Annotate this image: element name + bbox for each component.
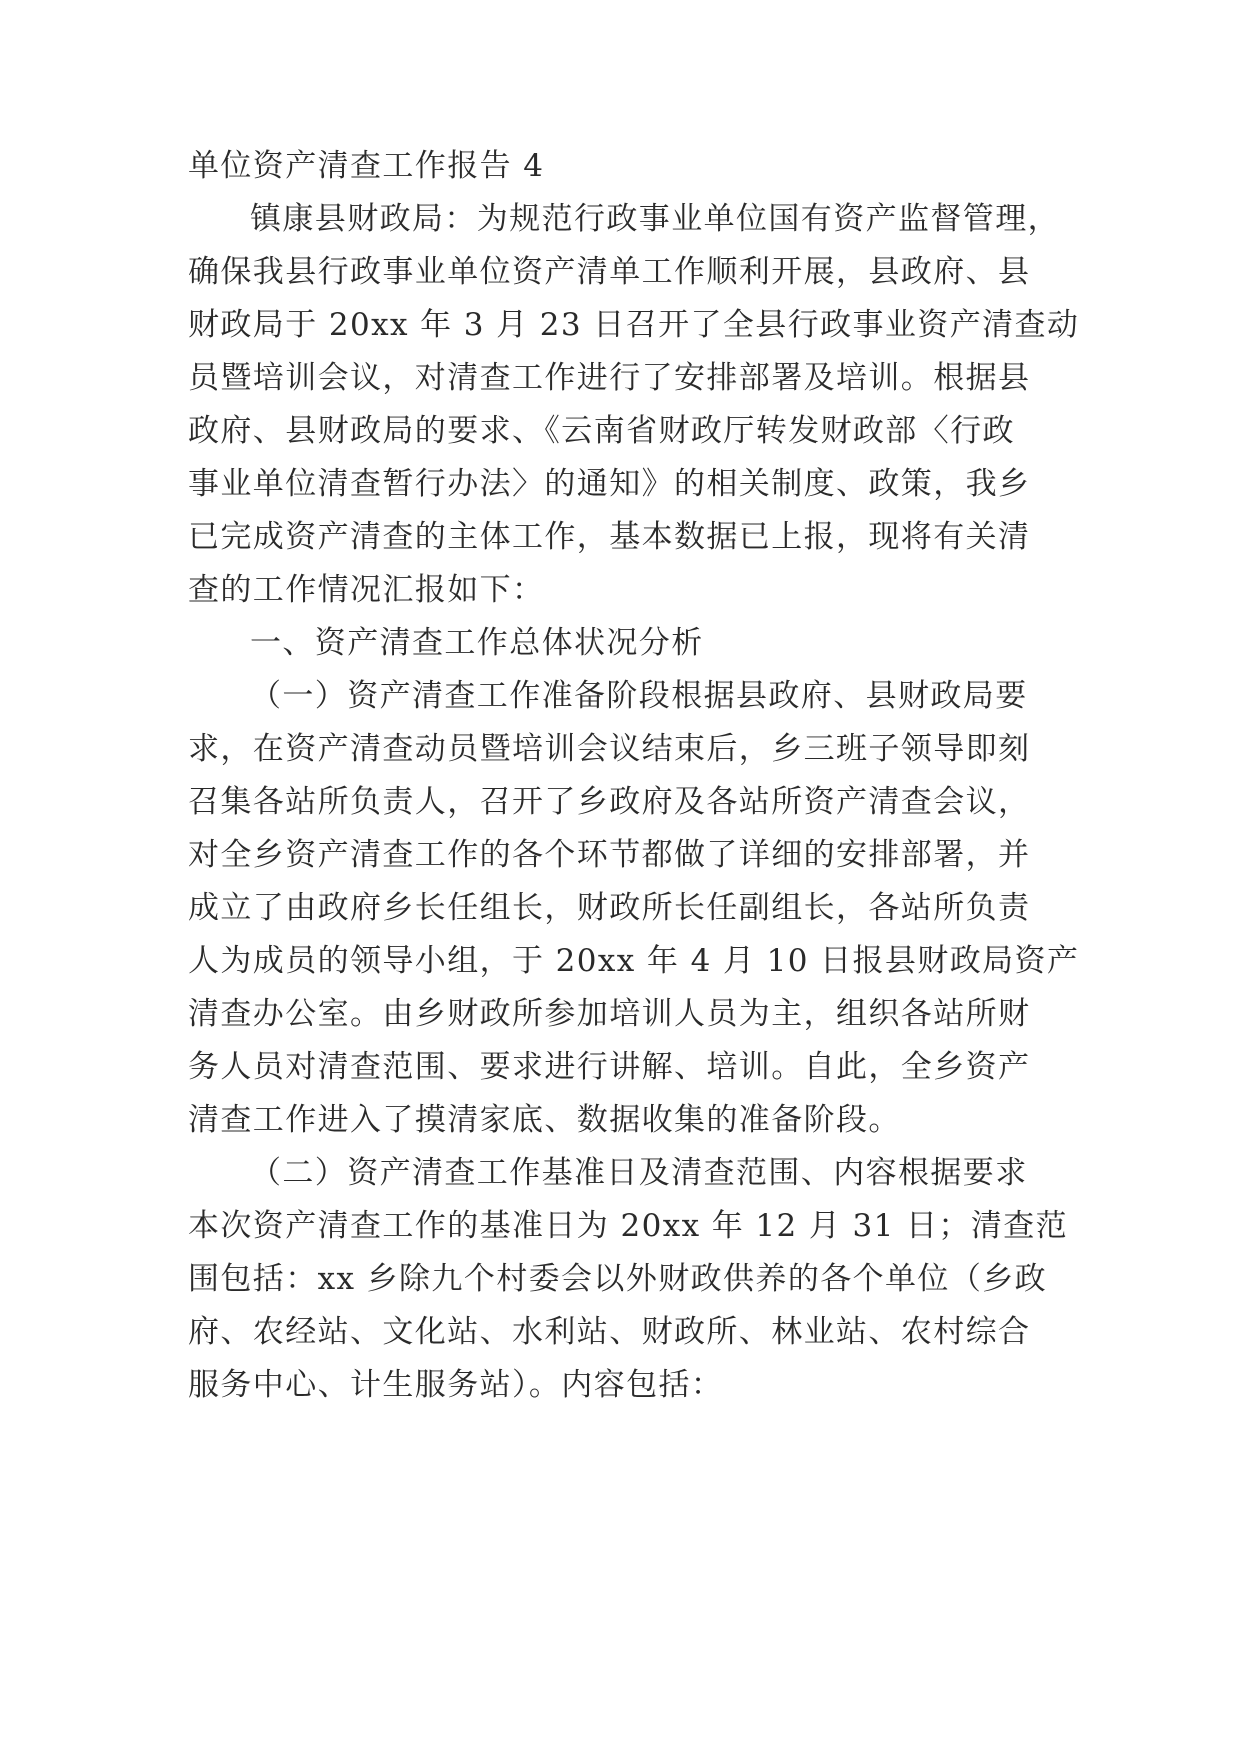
paragraph-line: 清查工作进入了摸清家底、数据收集的准备阶段。 [188, 1102, 901, 1138]
document-title: 单位资产清查工作报告 4 [188, 148, 545, 184]
paragraph-line: 对全乡资产清查工作的各个环节都做了详细的安排部署，并 [188, 837, 1031, 873]
paragraph-line: 财政局于 20xx 年 3 月 23 日召开了全县行政事业资产清查动 [188, 307, 1080, 343]
paragraph-line: 政府、县财政局的要求、《云南省财政厅转发财政部〈行政 [188, 413, 1015, 449]
paragraph-line: 围包括：xx 乡除九个村委会以外财政供养的各个单位（乡政 [188, 1261, 1048, 1297]
paragraph-line: 本次资产清查工作的基准日为 20xx 年 12 月 31 日；清查范 [188, 1208, 1069, 1244]
section-heading: 一、资产清查工作总体状况分析 [250, 625, 704, 661]
paragraph-line: 服务中心、计生服务站）。内容包括： [188, 1367, 724, 1403]
paragraph-line: 员暨培训会议，对清查工作进行了安排部署及培训。根据县 [188, 360, 1031, 396]
paragraph-line: 召集各站所负责人，召开了乡政府及各站所资产清查会议， [188, 784, 1031, 820]
paragraph-line: 清查办公室。由乡财政所参加培训人员为主，组织各站所财 [188, 996, 1031, 1032]
paragraph-line: 成立了由政府乡长任组长，财政所长任副组长，各站所负责 [188, 890, 1031, 926]
paragraph-line: 府、农经站、文化站、水利站、财政所、林业站、农村综合 [188, 1314, 1031, 1350]
paragraph-line: 查的工作情况汇报如下： [188, 572, 545, 608]
paragraph-line: 镇康县财政局：为规范行政事业单位国有资产监督管理， [250, 201, 1060, 237]
paragraph-line: 确保我县行政事业单位资产清单工作顺利开展，县政府、县 [188, 254, 1031, 290]
paragraph-line: 人为成员的领导小组，于 20xx 年 4 月 10 日报县财政局资产 [188, 943, 1080, 979]
paragraph-line: 已完成资产清查的主体工作，基本数据已上报，现将有关清 [188, 519, 1031, 555]
paragraph-line: 求，在资产清查动员暨培训会议结束后，乡三班子领导即刻 [188, 731, 1031, 767]
paragraph-line: （二）资产清查工作基准日及清查范围、内容根据要求 [250, 1155, 1028, 1191]
paragraph-line: 事业单位清查暂行办法〉的通知》的相关制度、政策，我乡 [188, 466, 1031, 502]
paragraph-line: （一）资产清查工作准备阶段根据县政府、县财政局要 [250, 678, 1028, 714]
paragraph-line: 务人员对清查范围、要求进行讲解、培训。自此，全乡资产 [188, 1049, 1031, 1085]
